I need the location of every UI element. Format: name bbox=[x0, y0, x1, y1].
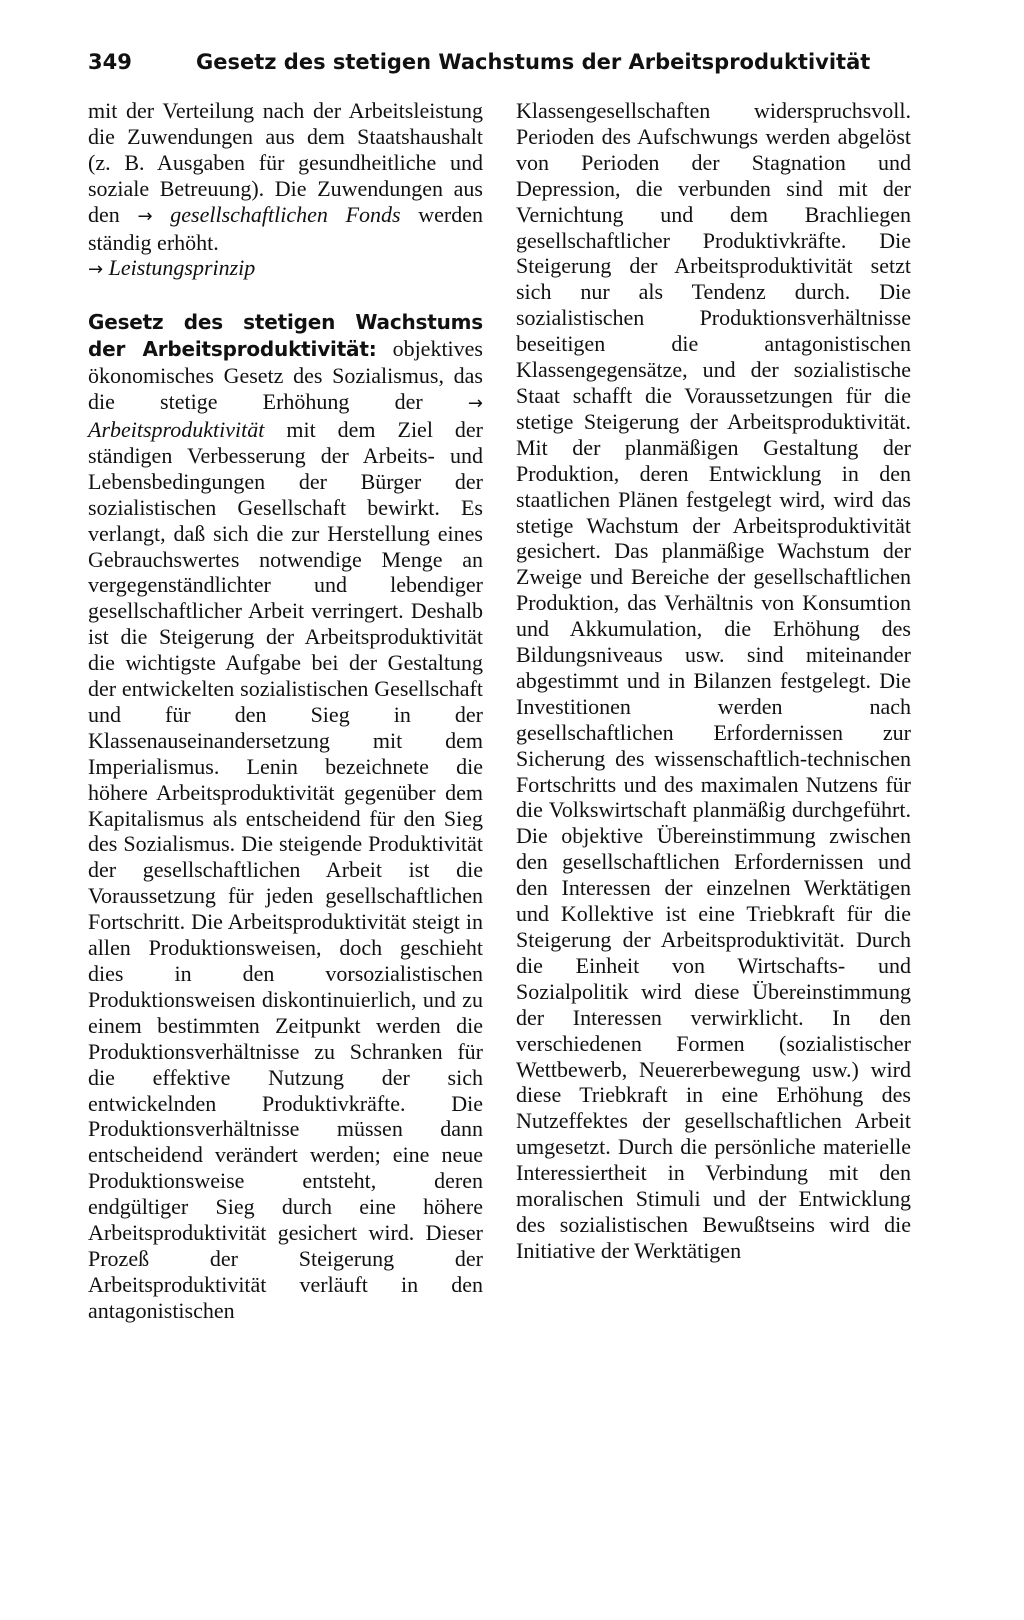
right-column bbox=[516, 98, 911, 1264]
left-column bbox=[88, 98, 483, 1324]
cross-reference-arrow-icon: → bbox=[88, 259, 104, 281]
cross-reference-fonds: gesellschaftlichen Fonds bbox=[170, 201, 401, 227]
cross-reference-arbeitsproduktivitaet: Arbeitsproduktivität bbox=[88, 416, 265, 442]
entry-paragraph bbox=[88, 309, 483, 1323]
entry-lemma: Gesetz des stetigen Wachstums der Arbeitsproduktivität: bbox=[88, 310, 483, 362]
cross-reference-arrow-icon: → bbox=[467, 393, 483, 415]
cross-reference-leistungsprinzip: Leistungsprinzip bbox=[108, 255, 256, 281]
continuation-text-end: werden ständig erhöht. bbox=[88, 201, 484, 255]
entry-text-continued: Klassengesellschaften widerspruchsvoll. Perioden des Aufschwungs werden abgelöst von Perioden der Stagnation und Depression, die verbunden sind mit der Vernichtung und dem Brachliegen gesellschaftlicher Produktivkräfte. Die Steigerung der Arbeitsproduktivität setzt sich nur als Tendenz durch. Die sozialistischen Produktionsverhältnisse beseitigen die antagonistischen Klassengegensätze, und der sozialistische Staat schafft die Voraussetzungen für die stetige Steigerung der Arbeitsproduktivität. Mit der planmäßigen Gestaltung der Produktion, deren Entwicklung in den staatlichen Plänen festgelegt wird, wird das stetige Wachstum der Arbeitsproduktivität gesichert. Das planmäßige Wachstum der Zweige und Bereiche der gesellschaftlichen Produktion, das Verhältnis von Konsumtion und Akkumulation, die Erhöhung des Bildungsniveaus usw. sind miteinander abgestimmt und in Bilanzen festgelegt. Die Investitionen werden nach gesellschaftlichen Erfordernissen zur Sicherung des wissenschaftlich-technischen Fortschritts und des maximalen Nutzens für die Volkswirtschaft planmäßig durchgeführt. Die objektive Übereinstimmung zwischen den gesellschaftlichen Erfordernissen und den Interessen der einzelnen Werktätigen und Kollektive ist eine Triebkraft für die Steigerung der Arbeitsproduktivität. Durch die Einheit von Wirtschafts- und Sozialpolitik wird diese Übereinstimmung der Interessen verwirklicht. In den verschiedenen Formen (sozialistischer Wettbewerb, Neuererbewegung usw.) wird diese Triebkraft in eine Erhöhung des Nutzeffektes der gesellschaftlichen Arbeit umgesetzt. Durch die persönliche materielle Interessiertheit in Verbindung mit den moralischen Stimuli und der Entwicklung des sozialistischen Bewußtseins wird die Initiative der Werktätigen bbox=[516, 98, 911, 1263]
running-head: Gesetz des stetigen Wachstums der Arbeitsproduktivität bbox=[196, 50, 871, 74]
continuation-paragraph bbox=[88, 98, 483, 283]
page-number: 349 bbox=[88, 50, 132, 74]
continuation-text: mit der Verteilung nach der Arbeitsleistung die Zuwendungen aus dem Staatshaushalt (z. B. Ausgaben für gesundheitliche und soziale Betreuung). Die Zuwendungen aus den bbox=[88, 98, 483, 227]
entry-text-body: mit dem Ziel der ständigen Verbesserung der Arbeits- und Lebensbedingungen der Bürger der sozialistischen Gesellschaft bewirkt. Es verlangt, daß sich die zur Herstellung eines Gebrauchswertes notwendige Menge an vergegenständlichter und lebendiger gesellschaftlicher Arbeit verringert. Deshalb ist die Steigerung der Arbeitsproduktivität die wichtigste Aufgabe bei der Gestaltung der entwickelten sozialistischen Gesellschaft und für den Sieg in der Klassenauseinandersetzung mit dem Imperialismus. Lenin bezeichnete die höhere Arbeitsproduktivität gegenüber dem Kapitalismus als entscheidend für den Sieg des Sozialismus. Die steigende Produktivität der gesellschaftlichen Arbeit ist die Voraussetzung für jeden gesellschaftlichen Fortschritt. Die Arbeitsproduktivität steigt in allen Produktionsweisen, doch geschieht dies in den vorsozialistischen Produktionsweisen diskontinuierlich, und zu einem bestimmten Zeitpunkt werden die Produktionsverhältnisse zu Schranken für die effektive Nutzung der sich entwickelnden Produktivkräfte. Die Produktionsverhältnisse müssen dann entscheidend verändert werden; eine neue Produktionsweise entsteht, deren endgültiger Sieg durch eine höhere Arbeitsproduktivität gesichert wird. Dieser Prozeß der Steigerung der Arbeitsproduktivität verläuft in den antagonistischen bbox=[88, 416, 483, 1323]
entry-text-start: objektives ökonomisches Gesetz des Sozialismus, das die stetige Erhöhung der bbox=[88, 336, 483, 415]
cross-reference-arrow-icon: → bbox=[137, 205, 153, 227]
page-header bbox=[88, 44, 908, 84]
